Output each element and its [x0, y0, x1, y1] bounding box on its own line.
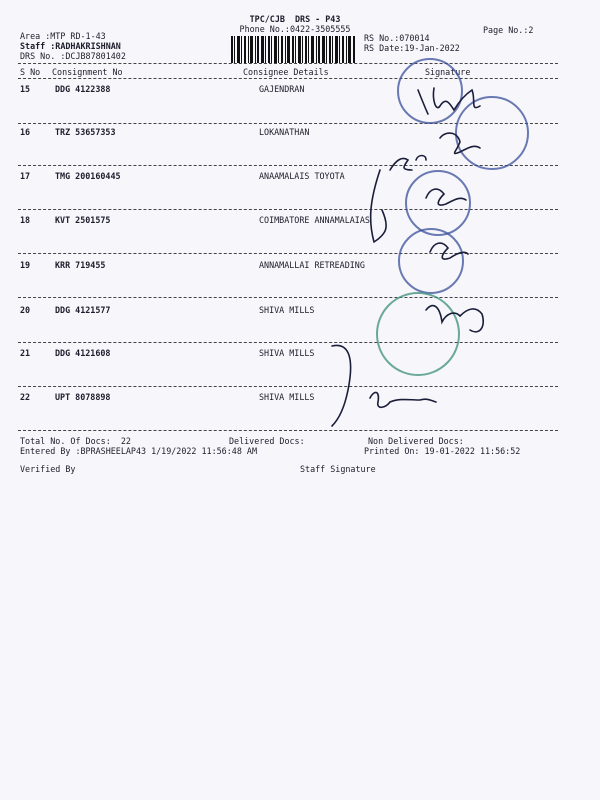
- entered-by: Entered By :BPRASHEELAP43 1/19/2022 11:56:48 AM: [20, 446, 257, 456]
- row-sno: 19: [20, 260, 31, 270]
- row-sno: 17: [20, 171, 31, 181]
- row-consignee: SHIVA MILLS: [259, 348, 315, 358]
- printed-on: Printed On: 19-01-2022 11:56:52: [364, 446, 521, 456]
- drs-number: DRS No. :DCJB87801402: [20, 51, 126, 61]
- row-consignee: LOKANATHAN: [259, 127, 310, 137]
- row-sno: 21: [20, 348, 31, 358]
- delivered-docs: Delivered Docs:: [229, 436, 305, 446]
- staff-label: Staff :RADHAKRISHNAN: [20, 41, 121, 51]
- row-consignment: TRZ 53657353: [55, 127, 116, 137]
- row-consignee: GAJENDRAN: [259, 84, 305, 94]
- row-sno: 16: [20, 127, 31, 137]
- rs-number: RS No.:070014: [364, 33, 430, 43]
- handwritten-signatures: [330, 60, 530, 440]
- phone-number: Phone No.:0422-3505555: [239, 24, 351, 34]
- row-consignee: SHIVA MILLS: [259, 392, 315, 402]
- row-consignee: SHIVA MILLS: [259, 305, 315, 315]
- row-consignment: DDG 4121608: [55, 348, 111, 358]
- row-consignment: KVT 2501575: [55, 215, 111, 225]
- total-docs: Total No. Of Docs: 22: [20, 436, 131, 446]
- row-sno: 15: [20, 84, 31, 94]
- document-title: TPC/CJB DRS - P43: [249, 14, 341, 24]
- non-delivered-docs: Non Delivered Docs:: [368, 436, 464, 446]
- col-sno: S No: [20, 67, 41, 77]
- page-number: Page No.:2: [483, 25, 534, 35]
- rs-date: RS Date:19-Jan-2022: [364, 43, 460, 53]
- row-consignment: KRR 719455: [55, 260, 106, 270]
- row-consignee: ANNAMALLAI RETREADING: [259, 260, 365, 270]
- row-sno: 22: [20, 392, 31, 402]
- col-consignment: Consignment No: [52, 67, 123, 77]
- row-consignment: DDG 4121577: [55, 305, 111, 315]
- row-sno: 18: [20, 215, 31, 225]
- row-consignee: COIMBATORE ANNAMALAIAS: [259, 215, 370, 225]
- row-consignment: TMG 200160445: [55, 171, 121, 181]
- barcode: [231, 36, 356, 63]
- col-signature: Signature: [425, 67, 471, 77]
- row-consignment: DDG 4122388: [55, 84, 111, 94]
- row-consignee: ANAAMALAIS TOYOTA: [259, 171, 345, 181]
- verified-by: Verified By: [20, 464, 76, 474]
- row-sno: 20: [20, 305, 31, 315]
- col-consignee: Consignee Details: [243, 67, 329, 77]
- staff-signature-label: Staff Signature: [300, 464, 376, 474]
- area-label: Area :MTP RD-1-43: [20, 31, 106, 41]
- row-consignment: UPT 8078898: [55, 392, 111, 402]
